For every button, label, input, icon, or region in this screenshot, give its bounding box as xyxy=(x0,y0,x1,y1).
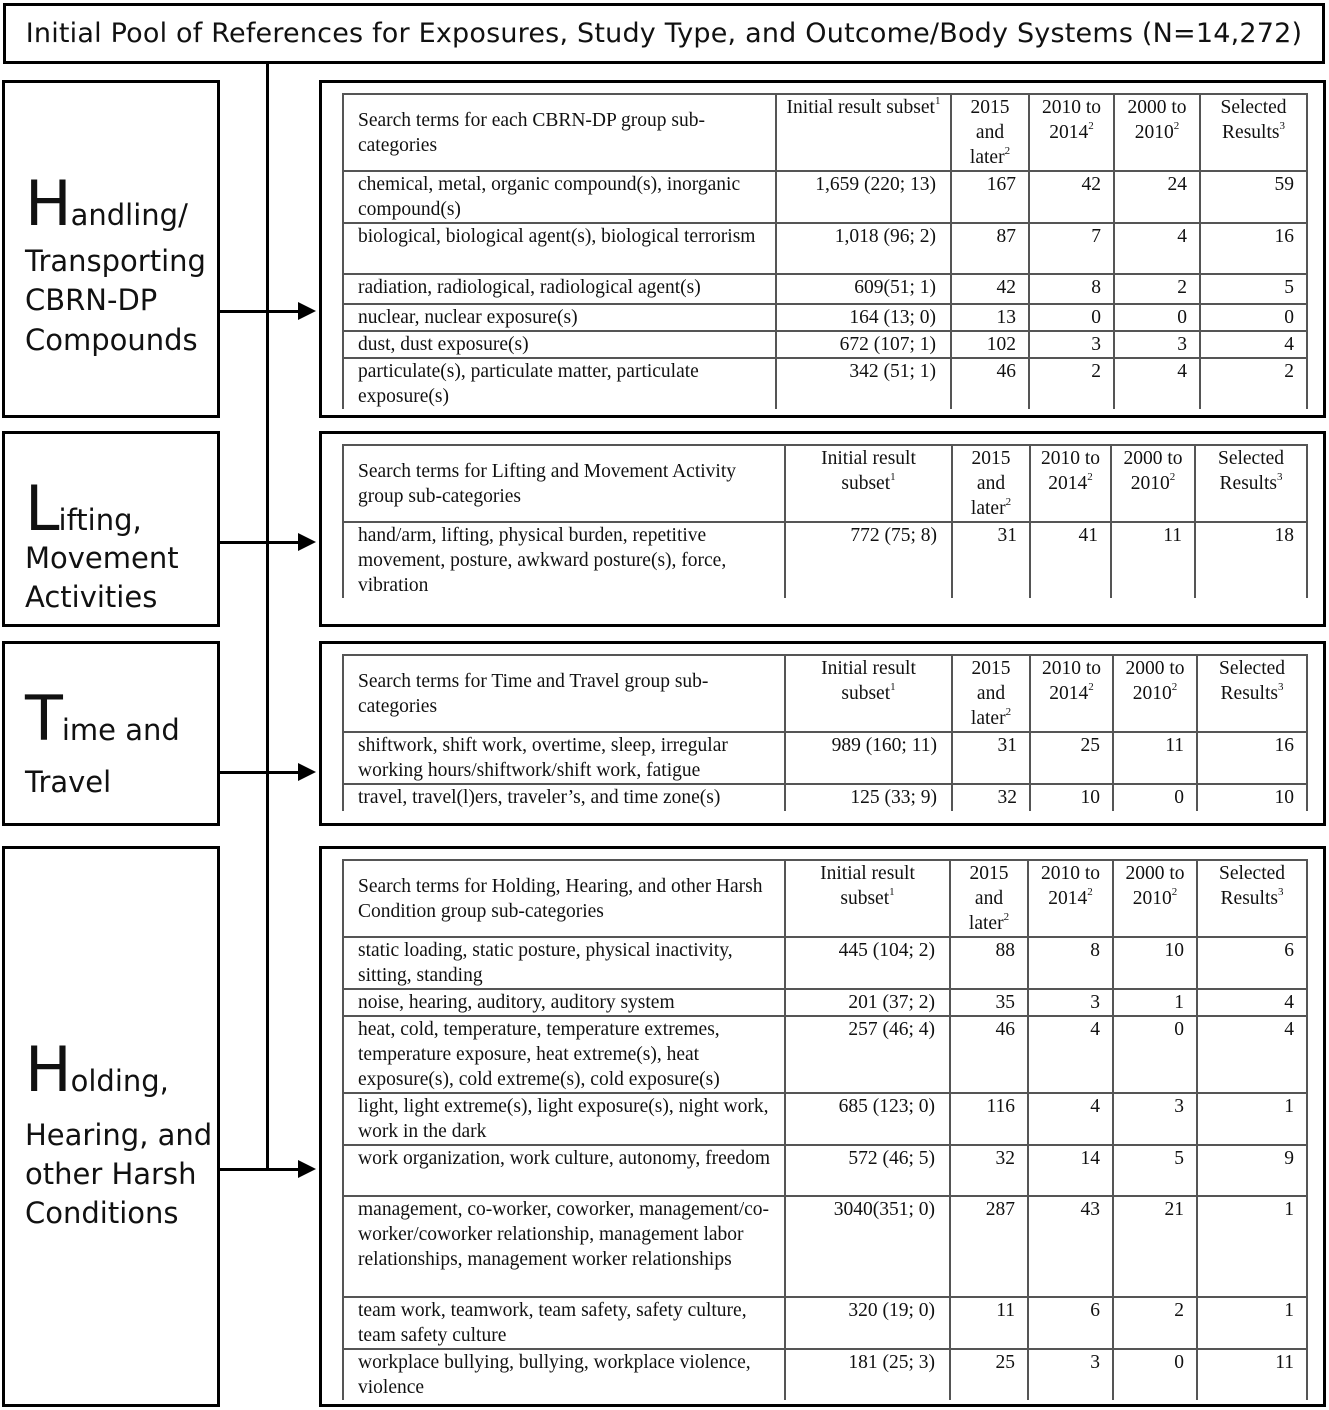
group-label-line: Movement xyxy=(25,541,179,575)
header-selected: Selected Results$^3$ xyxy=(1200,94,1307,171)
header-search-terms: Search terms for each CBRN-DP group sub-categories xyxy=(343,94,776,171)
cell-terms: management, co-worker, coworker, management/co-worker/coworker relationship, management labor relationships, management worker relationships xyxy=(343,1196,785,1297)
cell-initial: 672 (107; 1) xyxy=(776,331,951,358)
group-label-lifting xyxy=(2,431,220,627)
table-row xyxy=(343,1297,1307,1349)
table-row xyxy=(343,1349,1307,1400)
table-row xyxy=(343,784,1307,811)
group-label-rest: olding, xyxy=(70,1064,169,1098)
cell-initial: 772 (75; 8) xyxy=(785,522,952,598)
cell-2000: 10 xyxy=(1113,937,1197,989)
cell-selected: 4 xyxy=(1197,1016,1307,1093)
connector-line xyxy=(220,1168,300,1171)
table-row xyxy=(343,1016,1307,1093)
cell-selected: 6 xyxy=(1197,937,1307,989)
cell-2000: 4 xyxy=(1114,223,1200,274)
arrow-head-icon xyxy=(298,302,316,320)
group-label-line: Conditions xyxy=(25,1196,179,1230)
cell-selected: 1 xyxy=(1197,1093,1307,1145)
diagram-title xyxy=(3,3,1325,64)
cell-selected: 11 xyxy=(1197,1349,1307,1400)
group-label-holding xyxy=(2,846,220,1407)
table-row xyxy=(343,331,1307,358)
group-label-rest: andling/ xyxy=(70,198,188,232)
cell-initial: 685 (123; 0) xyxy=(785,1093,950,1145)
cell-2010: 4 xyxy=(1028,1016,1113,1093)
table-row xyxy=(343,358,1307,409)
cell-2000: 3 xyxy=(1114,331,1200,358)
cell-2015: 11 xyxy=(950,1297,1028,1349)
header-selected: Selected Results$^3$ xyxy=(1197,655,1307,732)
group-label-line: Activities xyxy=(25,580,158,614)
table-row xyxy=(343,522,1307,598)
cell-selected: 4 xyxy=(1197,989,1307,1016)
cell-2010: 7 xyxy=(1029,223,1114,274)
group-label-handling xyxy=(2,80,220,418)
cell-terms: shiftwork, shift work, overtime, sleep, irregular working hours/shiftwork/shift work, fatigue xyxy=(343,732,785,784)
group-label-rest: ifting, xyxy=(58,503,142,537)
table-box-handling xyxy=(319,80,1326,418)
table-row xyxy=(343,989,1307,1016)
table-header-row xyxy=(343,655,1307,732)
header-initial: Initial result subset$^1$ xyxy=(785,655,952,732)
cell-2010: 10 xyxy=(1030,784,1113,811)
header-2000: 2000 to 2010$^2$ xyxy=(1113,860,1197,937)
header-selected: Selected Results$^3$ xyxy=(1195,445,1307,522)
cell-2010: 0 xyxy=(1029,304,1114,331)
cell-initial: 609(51; 1) xyxy=(776,274,951,304)
cell-terms: travel, travel(l)ers, traveler’s, and time zone(s) xyxy=(343,784,785,811)
cell-2015: 102 xyxy=(951,331,1029,358)
header-initial: Initial result subset$^1$ xyxy=(785,860,950,937)
group-label-line: Compounds xyxy=(25,323,198,357)
cell-selected: 2 xyxy=(1200,358,1307,409)
cell-initial: 257 (46; 4) xyxy=(785,1016,950,1093)
header-2015: 2015 and later$^2$ xyxy=(952,655,1030,732)
cell-terms: dust, dust exposure(s) xyxy=(343,331,776,358)
group-label-line: Travel xyxy=(25,765,112,799)
cell-initial: 1,018 (96; 2) xyxy=(776,223,951,274)
cell-2010: 8 xyxy=(1029,274,1114,304)
cell-2015: 287 xyxy=(950,1196,1028,1297)
group-label-time xyxy=(2,641,220,826)
cell-2000: 5 xyxy=(1113,1145,1197,1196)
cell-2000: 24 xyxy=(1114,171,1200,223)
cell-selected: 16 xyxy=(1197,732,1307,784)
header-selected: Selected Results$^3$ xyxy=(1197,860,1307,937)
cell-2000: 1 xyxy=(1113,989,1197,1016)
table-header-row xyxy=(343,445,1307,522)
cell-terms: team work, teamwork, team safety, safety culture, team safety culture xyxy=(343,1297,785,1349)
table-header-row xyxy=(343,94,1307,171)
cell-selected: 18 xyxy=(1195,522,1307,598)
cell-initial: 989 (160; 11) xyxy=(785,732,952,784)
trunk-line xyxy=(266,64,269,1170)
cell-terms: radiation, radiological, radiological agent(s) xyxy=(343,274,776,304)
cell-2015: 32 xyxy=(952,784,1030,811)
cell-2015: 35 xyxy=(950,989,1028,1016)
header-search-terms: Search terms for Time and Travel group sub-categories xyxy=(343,655,785,732)
cell-initial: 572 (46; 5) xyxy=(785,1145,950,1196)
cell-selected: 4 xyxy=(1200,331,1307,358)
title-text: Initial Pool of References for Exposures, Study Type, and Outcome/Body Systems (N=14,272) xyxy=(25,18,1303,49)
search-table-lifting xyxy=(342,444,1308,598)
search-table-time xyxy=(342,654,1308,811)
cell-2015: 31 xyxy=(952,732,1030,784)
cell-2000: 0 xyxy=(1114,304,1200,331)
cell-terms: chemical, metal, organic compound(s), inorganic compound(s) xyxy=(343,171,776,223)
cell-2000: 0 xyxy=(1113,784,1197,811)
table-row xyxy=(343,937,1307,989)
cell-2010: 3 xyxy=(1028,989,1113,1016)
cell-2010: 43 xyxy=(1028,1196,1113,1297)
header-2010: 2010 to 2014$^2$ xyxy=(1030,445,1111,522)
cell-initial: 342 (51; 1) xyxy=(776,358,951,409)
cell-2010: 14 xyxy=(1028,1145,1113,1196)
table-row xyxy=(343,274,1307,304)
group-label-line: CBRN-DP xyxy=(25,283,158,317)
search-table-handling xyxy=(342,93,1308,409)
table-box-time xyxy=(319,641,1326,826)
cell-terms: biological, biological agent(s), biological terrorism xyxy=(343,223,776,274)
header-2000: 2000 to 2010$^2$ xyxy=(1113,655,1197,732)
cell-initial: 3040(351; 0) xyxy=(785,1196,950,1297)
cell-2010: 6 xyxy=(1028,1297,1113,1349)
cell-2000: 21 xyxy=(1113,1196,1197,1297)
cell-terms: nuclear, nuclear exposure(s) xyxy=(343,304,776,331)
cell-2000: 0 xyxy=(1113,1349,1197,1400)
cell-2015: 88 xyxy=(950,937,1028,989)
header-2010: 2010 to 2014$^2$ xyxy=(1029,94,1114,171)
cell-terms: hand/arm, lifting, physical burden, repetitive movement, posture, awkward posture(s), force, vibration xyxy=(343,522,785,598)
table-row xyxy=(343,1196,1307,1297)
header-2000: 2000 to 2010$^2$ xyxy=(1111,445,1195,522)
cell-2015: 167 xyxy=(951,171,1029,223)
cell-2015: 13 xyxy=(951,304,1029,331)
cell-2000: 2 xyxy=(1114,274,1200,304)
header-2000: 2000 to 2010$^2$ xyxy=(1114,94,1200,171)
cell-2010: 8 xyxy=(1028,937,1113,989)
cell-selected: 9 xyxy=(1197,1145,1307,1196)
cell-initial: 181 (25; 3) xyxy=(785,1349,950,1400)
cell-2015: 32 xyxy=(950,1145,1028,1196)
cell-2000: 11 xyxy=(1113,732,1197,784)
header-2015: 2015 and later$^2$ xyxy=(950,860,1028,937)
group-label-line: Transporting xyxy=(25,244,206,278)
cell-selected: 59 xyxy=(1200,171,1307,223)
table-box-lifting xyxy=(319,431,1326,627)
header-search-terms: Search terms for Lifting and Movement Activity group sub-categories xyxy=(343,445,785,522)
cell-initial: 1,659 (220; 13) xyxy=(776,171,951,223)
table-box-holding xyxy=(319,846,1326,1407)
table-row xyxy=(343,1145,1307,1196)
group-initial: L xyxy=(25,472,59,545)
connector-line xyxy=(220,541,300,544)
arrow-head-icon xyxy=(298,533,316,551)
cell-2010: 25 xyxy=(1030,732,1113,784)
table-row xyxy=(343,223,1307,274)
cell-2000: 3 xyxy=(1113,1093,1197,1145)
cell-terms: light, light extreme(s), light exposure(s), night work, work in the dark xyxy=(343,1093,785,1145)
cell-2010: 3 xyxy=(1028,1349,1113,1400)
header-initial: Initial result subset$^1$ xyxy=(785,445,952,522)
arrow-head-icon xyxy=(298,1160,316,1178)
cell-terms: heat, cold, temperature, temperature extremes, temperature exposure, heat extreme(s), heat exposure(s), cold extreme(s), cold exposure(s) xyxy=(343,1016,785,1093)
group-label-line: Hearing, and xyxy=(25,1118,213,1152)
group-label-line: other Harsh xyxy=(25,1157,197,1191)
cell-initial: 125 (33; 9) xyxy=(785,784,952,811)
cell-2015: 87 xyxy=(951,223,1029,274)
cell-selected: 1 xyxy=(1197,1297,1307,1349)
cell-terms: particulate(s), particulate matter, particulate exposure(s) xyxy=(343,358,776,409)
cell-2015: 46 xyxy=(951,358,1029,409)
header-initial: Initial result subset$^1$ xyxy=(776,94,951,171)
cell-2015: 42 xyxy=(951,274,1029,304)
cell-initial: 201 (37; 2) xyxy=(785,989,950,1016)
cell-2010: 4 xyxy=(1028,1093,1113,1145)
cell-selected: 0 xyxy=(1200,304,1307,331)
cell-terms: workplace bullying, bullying, workplace violence, violence xyxy=(343,1349,785,1400)
group-initial: T xyxy=(25,682,62,755)
table-header-row xyxy=(343,860,1307,937)
cell-2010: 3 xyxy=(1029,331,1114,358)
group-initial: H xyxy=(25,1033,71,1106)
header-2015: 2015 and later$^2$ xyxy=(952,445,1030,522)
cell-terms: work organization, work culture, autonomy, freedom xyxy=(343,1145,785,1196)
cell-selected: 5 xyxy=(1200,274,1307,304)
cell-2010: 41 xyxy=(1030,522,1111,598)
cell-selected: 1 xyxy=(1197,1196,1307,1297)
cell-initial: 320 (19; 0) xyxy=(785,1297,950,1349)
connector-line xyxy=(220,771,300,774)
arrow-head-icon xyxy=(298,763,316,781)
cell-2000: 11 xyxy=(1111,522,1195,598)
table-row xyxy=(343,304,1307,331)
cell-2015: 46 xyxy=(950,1016,1028,1093)
header-2015: 2015 and later$^2$ xyxy=(951,94,1029,171)
table-row xyxy=(343,171,1307,223)
cell-2010: 2 xyxy=(1029,358,1114,409)
table-row xyxy=(343,732,1307,784)
cell-initial: 445 (104; 2) xyxy=(785,937,950,989)
cell-terms: noise, hearing, auditory, auditory system xyxy=(343,989,785,1016)
group-initial: H xyxy=(25,167,71,240)
cell-2000: 2 xyxy=(1113,1297,1197,1349)
header-2010: 2010 to 2014$^2$ xyxy=(1030,655,1113,732)
cell-terms: static loading, static posture, physical inactivity, sitting, standing xyxy=(343,937,785,989)
cell-2000: 0 xyxy=(1113,1016,1197,1093)
group-label-rest: ime and xyxy=(61,713,180,747)
cell-selected: 10 xyxy=(1197,784,1307,811)
table-row xyxy=(343,1093,1307,1145)
cell-2015: 116 xyxy=(950,1093,1028,1145)
cell-2010: 42 xyxy=(1029,171,1114,223)
cell-2015: 31 xyxy=(952,522,1030,598)
cell-2015: 25 xyxy=(950,1349,1028,1400)
cell-2000: 4 xyxy=(1114,358,1200,409)
header-search-terms: Search terms for Holding, Hearing, and other Harsh Condition group sub-categories xyxy=(343,860,785,937)
cell-initial: 164 (13; 0) xyxy=(776,304,951,331)
search-table-holding xyxy=(342,859,1308,1400)
header-2010: 2010 to 2014$^2$ xyxy=(1028,860,1113,937)
connector-line xyxy=(220,310,300,313)
cell-selected: 16 xyxy=(1200,223,1307,274)
